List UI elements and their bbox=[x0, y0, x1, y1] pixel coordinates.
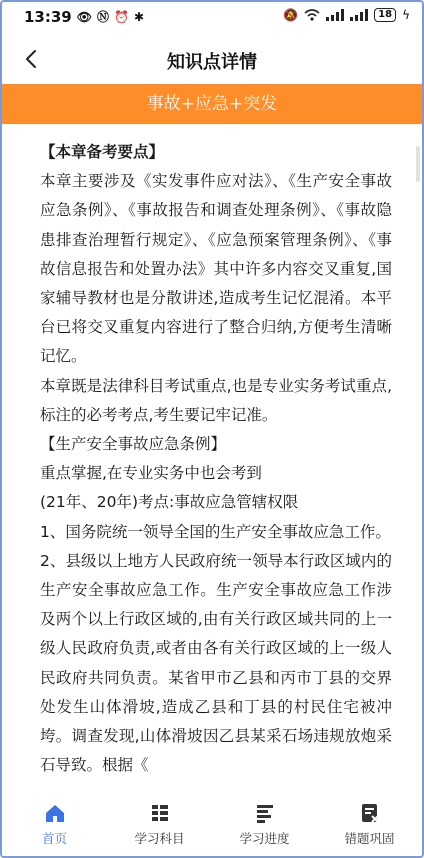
status-time: 13:39 bbox=[24, 8, 72, 26]
mute-icon: 🔕 bbox=[283, 8, 299, 22]
charging-icon: ϟ bbox=[402, 8, 410, 22]
subjects-icon bbox=[149, 802, 171, 824]
tab-label: 学习进度 bbox=[239, 831, 290, 846]
paragraph: 【生产安全事故应急条例】 bbox=[40, 435, 227, 454]
navigation-bar bbox=[2, 38, 422, 84]
progress-icon bbox=[254, 802, 276, 824]
alarm-icon: ⏰ bbox=[114, 10, 129, 24]
tab-mistakes[interactable] bbox=[317, 792, 422, 856]
nfc-icon: Ⓝ bbox=[96, 10, 109, 24]
mistakes-icon bbox=[359, 802, 381, 824]
article-content[interactable] bbox=[40, 138, 392, 792]
tab-subjects[interactable] bbox=[107, 792, 212, 856]
paragraph: 重点掌握,在专业实务中也会考到 bbox=[40, 464, 262, 483]
scroll-indicator[interactable] bbox=[416, 146, 420, 182]
wifi-icon bbox=[304, 9, 320, 21]
tab-label: 错题巩固 bbox=[344, 831, 395, 846]
section-heading: 【本章备考要点】 bbox=[40, 143, 165, 161]
tab-label: 首页 bbox=[41, 831, 67, 846]
topic-banner: 事故+应急+突发 bbox=[2, 84, 422, 124]
bluetooth-icon: ✱ bbox=[133, 10, 145, 24]
tab-progress[interactable] bbox=[212, 792, 317, 856]
paragraph: 本章主要涉及《实发事件应对法》、《生产安全事故应急条例》、《事故报告和调查处理条例》、《事故隐患排查治理暂行规定》、《应急预案管理条例》、《事故信息报告和处置办法》其中许多内容交叉重复,国家辅导教材也是分散讲述,造成考生记忆混淆。本平台已将交叉重复内容进行了整合归纳,方便考生清晰记忆。 bbox=[40, 172, 392, 366]
paragraph: 本章既是法律科目考试重点,也是专业实务考试重点,标注的必考考点,考生要记牢记准。 bbox=[40, 376, 392, 424]
status-bar bbox=[2, 2, 422, 32]
tab-label: 学习科目 bbox=[134, 831, 185, 846]
paragraph: (21年、20年)考点:事故应急管辖权限 bbox=[40, 493, 299, 512]
eye-icon: 👁 bbox=[76, 10, 92, 24]
home-icon bbox=[44, 802, 66, 824]
signal-icon bbox=[326, 9, 344, 21]
paragraph: 2、县级以上地方人民政府统一领导本行政区域内的生产安全事故应急工作。生产安全事故应急工作涉及两个以上行政区域的,由有关行政区域共同的上一级人民政府负责,或者由各有关行政区域的上一级人民政府共同负责。某省甲市乙县和丙市丁县的交界处发生山体滑坡,造成乙县和丁县的村民住宅被冲垮。调查发现,山体滑坡因乙县某采石场违规放炮采石导致。根据《 bbox=[40, 551, 392, 775]
page-title: 知识点详情 bbox=[167, 52, 257, 73]
bottom-tab-bar bbox=[2, 792, 422, 856]
tab-home[interactable] bbox=[2, 792, 107, 856]
signal-icon bbox=[350, 9, 368, 21]
battery-icon: 18 bbox=[374, 8, 396, 22]
paragraph: 1、国务院统一领导全国的生产安全事故应急工作。 bbox=[40, 522, 391, 541]
